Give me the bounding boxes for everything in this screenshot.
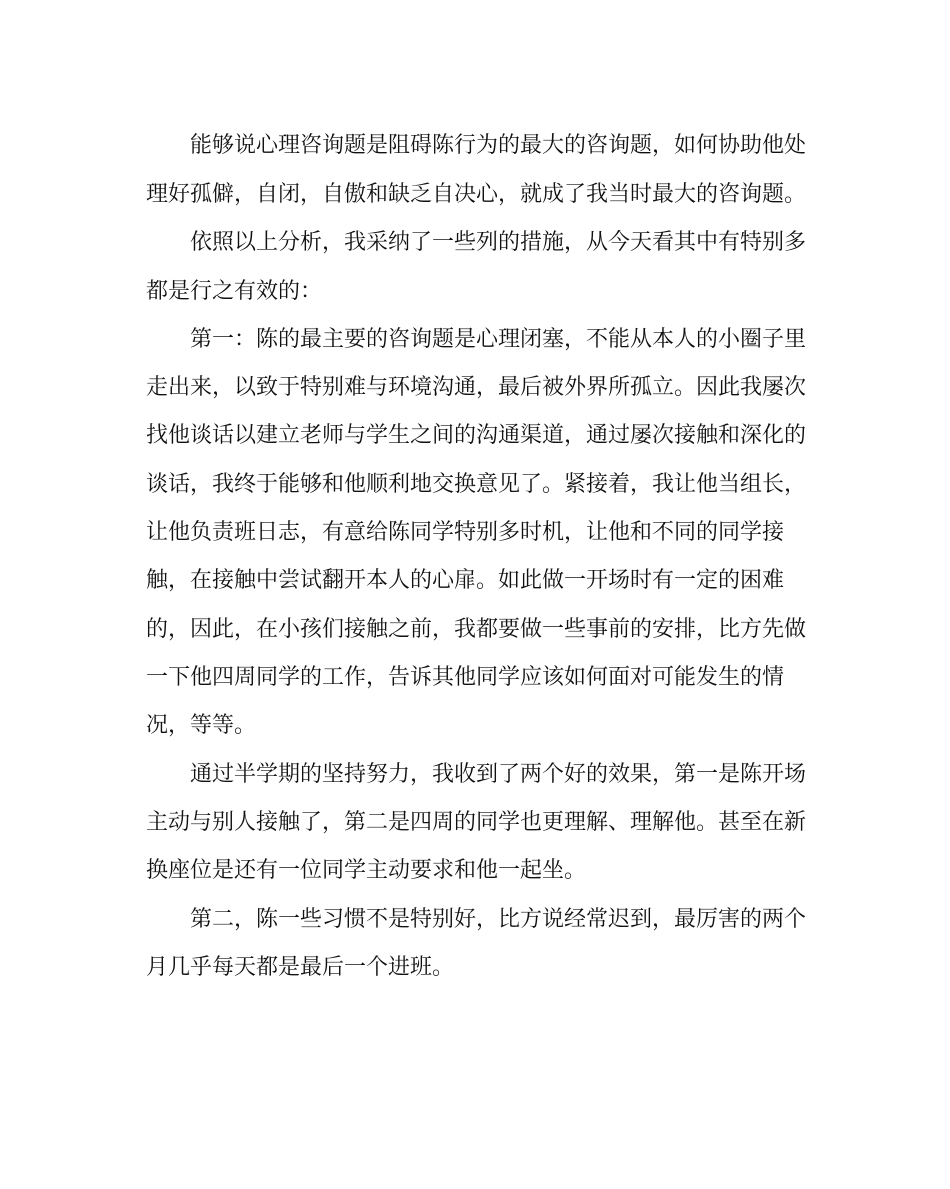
text-line-13: 况，等等。 [146, 713, 257, 738]
text-line-3: 依照以上分析，我采纳了一些列的措施，从今天看其中有特别多 [190, 230, 807, 255]
text-line-2: 理好孤僻，自闭，自傲和缺乏自决心，就成了我当时最大的咨询题。 [146, 182, 807, 207]
text-line-4: 都是行之有效的： [146, 279, 323, 304]
text-line-7: 找他谈话以建立老师与学生之间的沟通渠道，通过屡次接触和深化的 [146, 423, 807, 448]
text-line-5: 第一：陈的最主要的咨询题是心理闭塞，不能从本人的小圈子里 [190, 327, 807, 352]
text-line-1: 能够说心理咨询题是阻碍陈行为的最大的咨询题，如何协助他处 [190, 133, 807, 158]
text-line-9: 让他负责班日志，有意给陈同学特别多时机，让他和不同的同学接 [146, 520, 785, 545]
text-line-8: 谈话，我终于能够和他顺利地交换意见了。紧接着，我让他当组长， [146, 472, 807, 497]
text-line-10: 触，在接触中尝试翻开本人的心扉。如此做一开场时有一定的困难 [146, 568, 785, 593]
text-line-17: 第二，陈一些习惯不是特别好，比方说经常迟到，最厉害的两个 [190, 907, 807, 932]
text-line-11: 的，因此，在小孩们接触之前，我都要做一些事前的安排，比方先做 [146, 617, 807, 642]
text-line-6: 走出来，以致于特别难与环境沟通，最后被外界所孤立。因此我屡次 [146, 375, 807, 400]
text-line-16: 换座位是还有一位同学主动要求和他一起坐。 [146, 858, 587, 883]
text-line-14: 通过半学期的坚持努力，我收到了两个好的效果，第一是陈开场 [190, 762, 807, 787]
text-line-15: 主动与别人接触了，第二是四周的同学也更理解、理解他。甚至在新 [146, 810, 807, 835]
text-line-12: 一下他四周同学的工作，告诉其他同学应该如何面对可能发生的情 [146, 665, 785, 690]
text-line-18: 月几乎每天都是最后一个进班。 [146, 955, 455, 980]
